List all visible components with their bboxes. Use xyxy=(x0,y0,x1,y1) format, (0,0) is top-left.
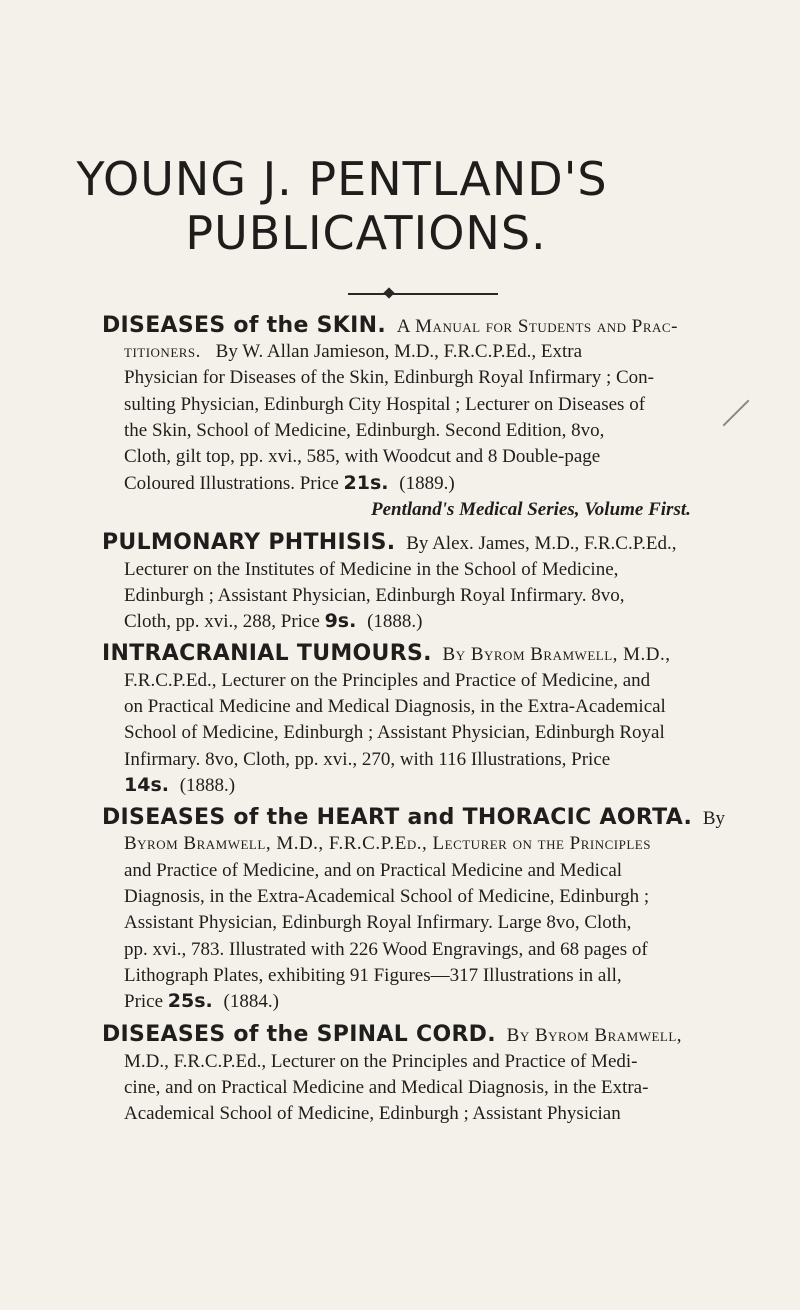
entry-heading: DISEASES of the SKIN. xyxy=(102,313,386,338)
entry-text-line: Assistant Physician, Edinburgh Royal Infirmary. Large 8vo, Cloth, xyxy=(124,912,632,933)
entry-text-line: on Practical Medicine and Medical Diagnosis, in the Extra-Academical xyxy=(124,696,666,717)
entry-text-line: F.R.C.P.Ed., Lecturer on the Principles and Practice of Medicine, and xyxy=(124,670,651,691)
ornament-rule xyxy=(348,293,498,295)
entry-author: Byrom Bramwell, M.D., F.R.C.P.Ed., Lecturer on the Principles xyxy=(124,833,651,854)
page-title-line-2: PUBLICATIONS. xyxy=(185,206,547,260)
entry-heading: DISEASES of the HEART and THORACIC AORTA. xyxy=(102,805,693,830)
entry-text-line: School of Medicine, Edinburgh ; Assistant Physician, Edinburgh Royal xyxy=(124,722,665,743)
entry-text-line: Diagnosis, in the Extra-Academical School of Medicine, Edinburgh ; xyxy=(124,886,650,907)
page-title-line-1: YOUNG J. PENTLAND'S xyxy=(76,152,608,206)
entry-heading: PULMONARY PHTHISIS. xyxy=(102,530,396,555)
entry-text-line: sulting Physician, Edinburgh City Hospital ; Lecturer on Diseases of xyxy=(124,394,646,415)
entry-price: 21s. xyxy=(343,472,389,494)
entry-author: By Byrom Bramwell, xyxy=(506,1025,683,1046)
entry-heading: DISEASES of the SPINAL CORD. xyxy=(102,1022,496,1047)
entry-year: (1889.) xyxy=(399,473,455,494)
entry-text-line: cine, and on Practical Medicine and Medical Diagnosis, in the Extra- xyxy=(124,1077,649,1098)
entry-subtitle-cont: titioners. xyxy=(124,341,201,362)
entry-text-line: Lecturer on the Institutes of Medicine in the School of Medicine, xyxy=(124,559,619,580)
entry-series: Pentland's Medical Series, Volume First. xyxy=(371,499,691,520)
margin-pencil-mark xyxy=(723,400,750,427)
entry-text-line: pp. xvi., 783. Illustrated with 226 Wood Engravings, and 68 pages of xyxy=(124,939,648,960)
entry-text-line: Cloth, pp. xvi., 288, Price xyxy=(124,611,320,632)
entry-year: (1888.) xyxy=(179,775,236,796)
entry-subtitle: A Manual for Students and Prac- xyxy=(396,316,678,337)
entry-text-line: Lithograph Plates, exhibiting 91 Figures—317 Illustrations in all, xyxy=(124,965,622,986)
entry-text-line: Infirmary. 8vo, Cloth, pp. xvi., 270, with 116 Illustrations, Price xyxy=(124,749,611,770)
entry-price: 14s. xyxy=(124,774,169,796)
entry-text-line: Price xyxy=(124,991,164,1012)
ornament-diamond-icon xyxy=(383,287,394,298)
entry-text-line: Coloured Illustrations. Price xyxy=(124,473,339,494)
entry-price: 9s. xyxy=(324,610,357,632)
entry-year: (1884.) xyxy=(223,991,279,1012)
entry-text-line: Physician for Diseases of the Skin, Edinburgh Royal Infirmary ; Con- xyxy=(124,367,654,388)
entry-heading: INTRACRANIAL TUMOURS. xyxy=(102,641,432,666)
entry-author-prefix: By xyxy=(702,808,726,829)
entry-text-line: and Practice of Medicine, and on Practical Medicine and Medical xyxy=(124,860,623,881)
entry-author: By Alex. James, M.D., F.R.C.P.Ed., xyxy=(406,533,677,554)
entry-text-line: Edinburgh ; Assistant Physician, Edinburgh Royal Infirmary. 8vo, xyxy=(124,585,625,606)
entry-author: By W. Allan Jamieson, M.D., F.R.C.P.Ed., Extra xyxy=(215,341,583,362)
entry-text-line: Academical School of Medicine, Edinburgh ; Assistant Physician xyxy=(124,1103,621,1124)
entry-text-line: M.D., F.R.C.P.Ed., Lecturer on the Principles and Practice of Medi- xyxy=(124,1051,638,1072)
entry-year: (1888.) xyxy=(367,611,423,632)
entry-author: By Byrom Bramwell, M.D., xyxy=(442,644,671,665)
entry-text-line: the Skin, School of Medicine, Edinburgh. Second Edition, 8vo, xyxy=(124,420,605,441)
entry-text-line: Cloth, gilt top, pp. xvi., 585, with Woodcut and 8 Double-page xyxy=(124,446,601,467)
entry-price: 25s. xyxy=(167,990,213,1012)
